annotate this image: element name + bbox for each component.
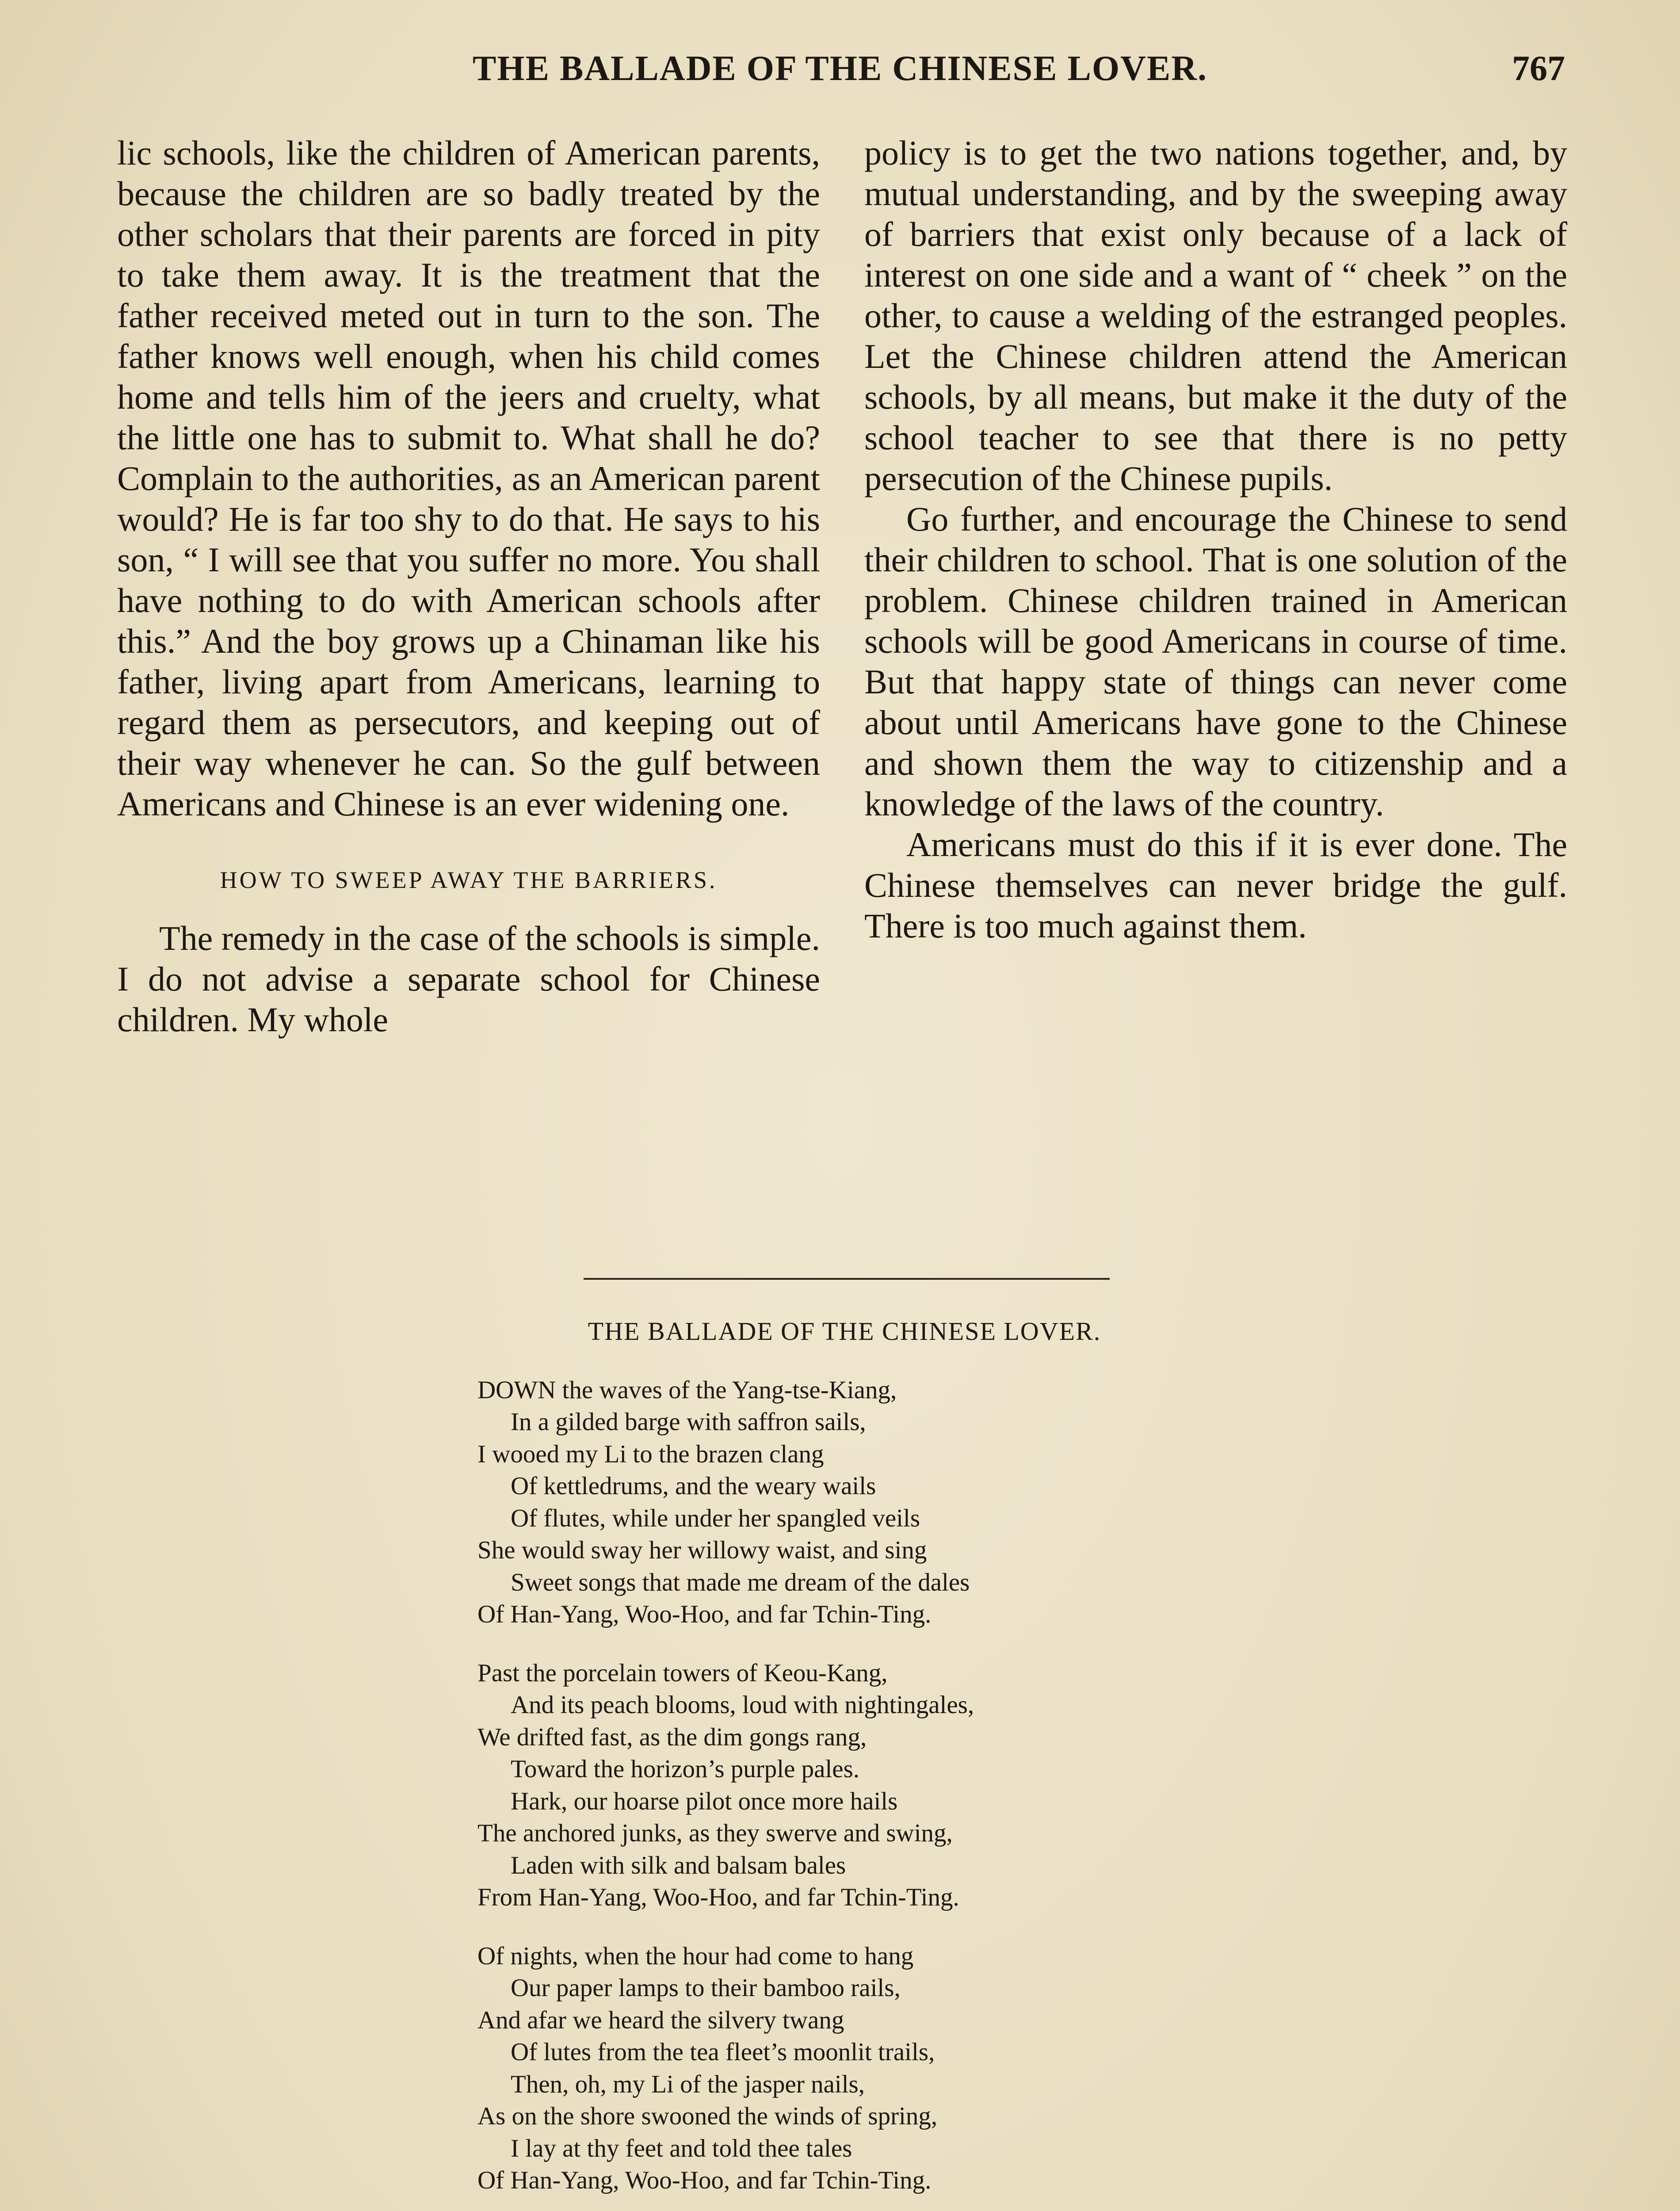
poem-line: I wooed my Li to the brazen clang xyxy=(477,1440,824,1468)
poem-line: And its peach blooms, loud with nightingales, xyxy=(511,1691,974,1719)
poem-title: THE BALLADE OF THE CHINESE LOVER. xyxy=(588,1317,1101,1346)
running-title: THE BALLADE OF THE CHINESE LOVER. xyxy=(473,49,1207,88)
poem-line: Hark, our hoarse pilot once more hails xyxy=(511,1787,898,1815)
poem-line: Our paper lamps to their bamboo rails, xyxy=(511,1974,901,2002)
poem-line: From Han-Yang, Woo-Hoo, and far Tchin-Ting. xyxy=(477,1883,959,1911)
poem-line: Sweet songs that made me dream of the dales xyxy=(511,1568,970,1596)
poem-line: In a gilded barge with saffron sails, xyxy=(511,1408,866,1436)
poem-line: Of nights, when the hour had come to hang xyxy=(477,1942,914,1970)
poem-line: Toward the horizon’s purple pales. xyxy=(511,1755,860,1783)
running-head xyxy=(115,49,1565,102)
poem-line: DOWN the waves of the Yang-tse-Kiang, xyxy=(477,1376,897,1404)
poem-line: Of lutes from the tea fleet’s moonlit trails, xyxy=(511,2038,935,2066)
poem-line: And afar we heard the silvery twang xyxy=(477,2006,844,2034)
left-column xyxy=(117,133,820,1040)
poem xyxy=(477,1316,1229,2211)
poem-line: The anchored junks, as they swerve and swing, xyxy=(477,1819,953,1847)
right-paragraph-2: Go further, and encourage the Chinese to send their children to school. That is one solution of the problem. Chinese children trained in American schools will be good Americans in course of time. But that happy state of things can never come about until Americans have gone to the Chinese and shown them the way to citizenship and a knowledge of the laws of the country. xyxy=(864,500,1567,823)
section-divider xyxy=(584,1278,1110,1280)
right-paragraph-3: Americans must do this if it is ever done. The Chinese themselves can never bridge the gulf. There is too much against them. xyxy=(864,825,1567,945)
right-column xyxy=(864,133,1567,946)
left-paragraph-2: The remedy in the case of the schools is simple. I do not advise a separate school for Chinese children. My whole xyxy=(117,919,820,1039)
poem-line: Of flutes, while under her spangled veils xyxy=(511,1504,920,1532)
left-paragraph-1: lic schools, like the children of American parents, because the children are so badly treated by the other scholars that their parents are forced in pity to take them away. It is the treatment that the father received meted out in turn to the son. The father knows well enough, when his child comes home and tells him of the jeers and cruelty, what the little one has to submit to. What shall he do? Complain to the authorities, as an American parent would? He is far too shy to do that. He says to his son, “ I will see that you suffer no more. You shall have nothing to do with American schools after this.” And the boy grows up a Chinaman like his father, living apart from Americans, learning to regard them as persecutors, and keeping out of their way whenever he can. So the gulf between Americans and Chinese is an ever widening one. xyxy=(117,134,820,823)
poem-line: I lay at thy feet and told thee tales xyxy=(511,2134,852,2162)
poem-line: Of kettledrums, and the weary wails xyxy=(511,1472,876,1500)
poem-line: Of Han-Yang, Woo-Hoo, and far Tchin-Ting. xyxy=(477,2166,932,2194)
stanza-2 xyxy=(477,1657,1229,1914)
poem-line: As on the shore swooned the winds of spring, xyxy=(477,2102,938,2130)
stanza-1 xyxy=(477,1374,1229,1631)
poem-line: Then, oh, my Li of the jasper nails, xyxy=(511,2070,865,2098)
page-number: 767 xyxy=(1512,49,1565,88)
poem-line: Past the porcelain towers of Keou-Kang, xyxy=(477,1659,888,1687)
poem-line: Of Han-Yang, Woo-Hoo, and far Tchin-Ting. xyxy=(477,1600,932,1628)
section-subheading: HOW TO SWEEP AWAY THE BARRIERS. xyxy=(220,867,718,893)
poem-line: She would sway her willowy waist, and sing xyxy=(477,1536,927,1564)
poem-line: Laden with silk and balsam bales xyxy=(511,1851,846,1879)
right-paragraph-1: policy is to get the two nations together, and, by mutual understanding, and by the sweeping away of barriers that exist only because of a lack of interest on one side and a want of “ cheek ” on the other, to cause a welding of the estranged peoples. Let the Chinese children attend the American schools, by all means, but make it the duty of the school teacher to see that there is no petty persecution of the Chinese pupils. xyxy=(864,134,1567,497)
stanza-3 xyxy=(477,1940,1229,2197)
poem-line: We drifted fast, as the dim gongs rang, xyxy=(477,1723,867,1751)
